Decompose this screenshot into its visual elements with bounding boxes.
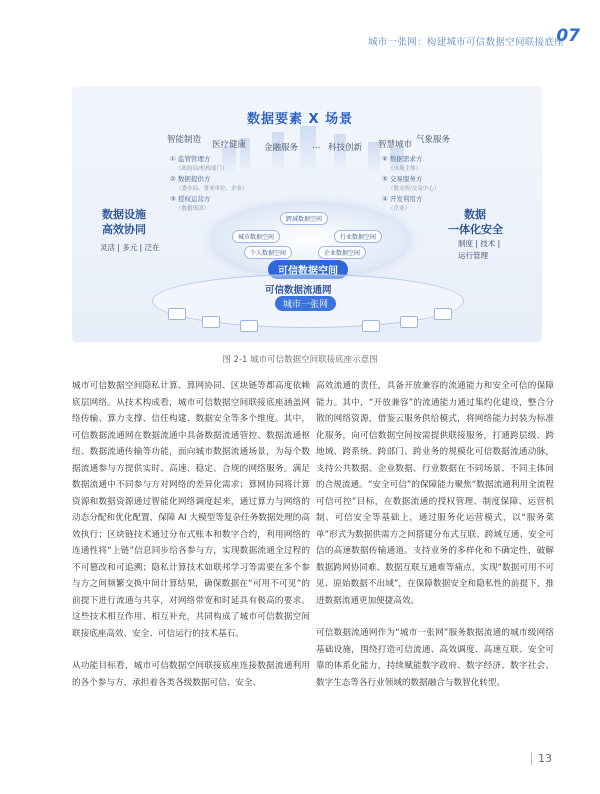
- scene-label: 智能制造: [167, 135, 202, 145]
- right-block-tags: 制度 | 技术 |: [458, 239, 501, 248]
- role-label: ③ 授权运营方: [170, 195, 211, 203]
- scene-label: 科技创新: [328, 143, 363, 153]
- device-icon: [202, 316, 220, 328]
- device-icon: [240, 320, 258, 332]
- right-block-tags: 运行管理: [458, 251, 488, 260]
- paragraph: 高效流通的责任，具备开放兼容的流通能力和安全可信的保障能力。其中，“开放兼容”的流通能力通过集约化建设，整合分散的网络资源，借鉴云服务供给模式，将网络能力封装为标准化服务，向可信数据空间按需提供联接服务，打通跨层级、跨地域、跨系统、跨部门、跨业务的规模化可信数据流通动脉，支持公共数据、企业数据、行业数据在不同场景、不同主体间的合规流通。“安全可信”的保障能力聚焦“数据流通利用全流程可信可控”目标，在数据流通的授权管理、制度保障、运营机制、可信安全等基础上，通过服务化运营模式，以“服务菜单”形式为数据供需方之间搭建分布式互联、跨域互通、安全可信的高速数据传输通道。支持业务的多样化和不确定性，破解数据跨网协同难、数据互联互通难等痛点，实现“数据可用不可见、原始数据不出域”，在保障数据安全和隐私性的前提下，推进数据流通更加便捷高效。: [316, 381, 554, 606]
- scene-label: 医疗健康: [212, 140, 247, 150]
- left-block-tags: 灵活 | 多元 | 泛在: [100, 243, 160, 252]
- scene-label: 金融服务: [264, 143, 299, 153]
- paragraph: 从功能目标看，城市可信数据空间联接底座连接数据流通利用的各个参与方，承担着各类各级数据可信、安全、: [72, 661, 310, 688]
- core-label: 可信数据空间: [268, 260, 348, 279]
- chapter-number: 07: [556, 26, 580, 46]
- device-icon: [168, 308, 186, 320]
- paragraph: 城市可信数据空间隐私计算、算网协同、区块链等都高度依赖底层网络。从技术构成看，城市可信数据空间联接底座涵盖网络传输、算力支撑、信任构建、数据安全等多个维度。其中，可信数据流通网在数据流通中具备数据流通管控、数据流通枢纽、数据流通传输等功能，面向城市数据流通场景，为每个数据流通参与方提供实时、高速、稳定、合规的网络服务。满足数据流通中不同参与方对网络的差异化需求；算网协同将计算资源和数据资源通过智能化网络调度起来，通过算力与网络的动态分配和优化配置，保障 AI 大模型等复杂任务数据处理的高效执行；区块链技术通过分布式账本和数字合约，利用网络的连通性将“上链”信息同步给各参与方，实现数据流通全过程的不可篡改和可追溯；隐私计算技术如联邦学习等需要在多个参与方之间频繁交换中间计算结果，确保数据在“可用不可见”的前提下进行流通与共享，对网络带宽和时延具有极高的要求。这些技术相互作用、相互补充，共同构成了城市可信数据空间联接底座高效、安全、可信运行的技术基石。: [72, 381, 310, 639]
- role-sublabel: （市场主体）: [388, 166, 422, 172]
- space-pill: 城市数据空间: [232, 230, 280, 243]
- role-sublabel: （政府局/机构部门）: [176, 166, 228, 172]
- role-label: ④ 开发利用方: [382, 195, 423, 203]
- role-label: ② 数据提供方: [170, 175, 211, 183]
- device-icon: [434, 308, 452, 320]
- role-sublabel: （企业）: [388, 206, 411, 212]
- page-divider: [531, 752, 532, 765]
- role-sublabel: （委办局、事业单位、企业）: [176, 186, 248, 192]
- paragraph: 可信数据流通网作为“城市一张网”服务数据流通的城市级网络基础设施，围绕打造可信流通、高效调度、高速互联、安全可靠的体系化能力，持续赋能数字政府、数字经济、数字社会、数字生态等各行业领域的数据融合与数智化转型。: [316, 628, 554, 688]
- right-block-subtitle: 一体化安全: [448, 223, 503, 236]
- role-label: ⑥ 数据需求方: [382, 155, 423, 163]
- left-block-title: 数据设施: [102, 208, 146, 221]
- device-icon: [362, 320, 380, 332]
- scene-label: …: [312, 141, 321, 151]
- role-label: ⑤ 交易服务方: [382, 175, 423, 183]
- network-core: 城市一张网: [275, 296, 336, 311]
- scene-label: 气象服务: [416, 135, 451, 145]
- right-block-title: 数据: [464, 208, 486, 221]
- space-pill: 行业数据空间: [334, 230, 382, 243]
- space-pill: 跨域数据空间: [280, 212, 328, 225]
- diagram-figure: [72, 86, 542, 342]
- scene-label: 智慧城市: [378, 140, 413, 150]
- device-icon: [400, 316, 418, 328]
- space-pill: 企业数据空间: [318, 246, 366, 259]
- network-title: 可信数据流通网: [265, 285, 332, 296]
- left-block-subtitle: 高效协同: [102, 223, 146, 236]
- role-sublabel: （数据集团）: [176, 206, 210, 212]
- running-header: 城市一张网：构建城市可信数据空间联接底座: [367, 37, 564, 48]
- left-column: [72, 378, 310, 691]
- space-pill: 个人数据空间: [244, 246, 292, 259]
- role-label: ① 监管管理方: [170, 155, 211, 163]
- page-number: 13: [538, 752, 552, 765]
- role-sublabel: （数交所/交易中心）: [388, 186, 440, 192]
- figure-caption: 图 2-1 城市可信数据空间联接底座示意图: [222, 355, 378, 365]
- right-column: [316, 378, 554, 691]
- diagram-title: 数据要素 X 场景: [247, 112, 354, 127]
